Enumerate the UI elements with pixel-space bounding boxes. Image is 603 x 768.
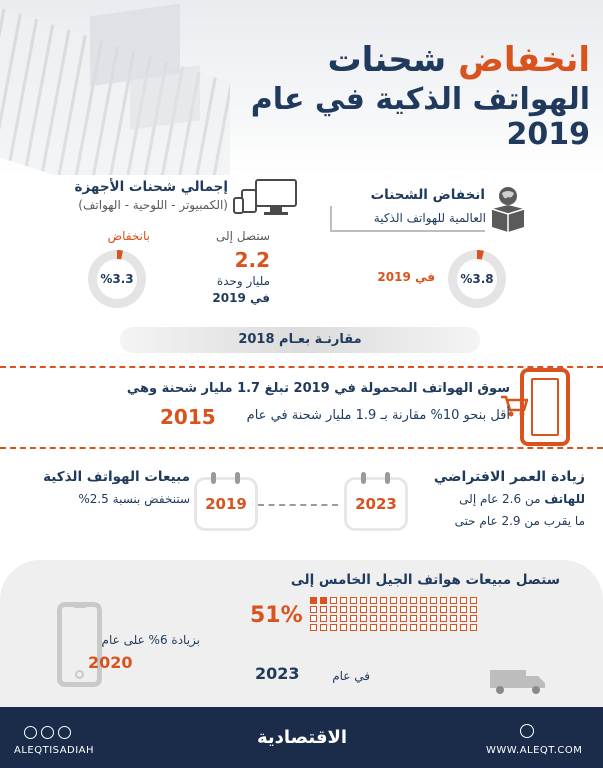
devices-reach-value: 2.2 — [234, 248, 270, 272]
g5-grid-cell — [410, 606, 417, 613]
social-handle[interactable]: ALEQTISADIAH — [14, 745, 95, 756]
smartphones-subtitle: العالمية للهواتف الذكية — [373, 211, 486, 225]
box-image — [130, 65, 200, 130]
g5-grid-cell — [370, 615, 377, 622]
devices-decline-donut — [88, 250, 146, 308]
g5-grid-cell — [420, 615, 427, 622]
instagram-icon[interactable] — [24, 726, 37, 739]
title-highlight: انخفاض — [458, 40, 590, 80]
g5-grid-cell — [310, 606, 317, 613]
g5-grid-cell — [470, 597, 477, 604]
smartphones-year: في 2019 — [377, 270, 435, 284]
g5-grid-cell — [410, 624, 417, 631]
devices-subtitle: (الكمبيوتر - اللوحية - الهواتف) — [78, 198, 228, 212]
footer — [0, 707, 603, 768]
computer-icon — [232, 178, 302, 218]
lifespan-line2 — [400, 491, 585, 508]
g5-grid-cell — [460, 615, 467, 622]
social-icons — [22, 724, 73, 743]
title-rest: شحنات — [327, 40, 447, 80]
devices-reach-unit: مليار وحدة — [216, 274, 270, 288]
devices-reach-year: في 2019 — [212, 291, 270, 305]
sales-calendar-year: 2019 — [205, 495, 247, 513]
g5-grid-cell — [390, 606, 397, 613]
g5-grid-cell — [340, 597, 347, 604]
g5-grid-cell — [450, 606, 457, 613]
phone-cart-icon — [520, 368, 570, 446]
g5-grid-cell — [370, 606, 377, 613]
g5-grid-cell — [350, 606, 357, 613]
g5-grid-cell — [330, 597, 337, 604]
page-subtitle: الهواتف الذكية في عام 2019 — [250, 82, 590, 152]
g5-grid-cell — [460, 606, 467, 613]
smartphones-decline-donut — [448, 250, 506, 308]
g5-grid-cell — [380, 597, 387, 604]
g5-grid-cell — [430, 597, 437, 604]
g5-grid-cell — [350, 597, 357, 604]
g5-grid-cell — [320, 597, 327, 604]
g5-grid-cell — [440, 624, 447, 631]
g5-year-label: في عام — [332, 669, 370, 683]
truck-icon — [488, 668, 548, 696]
g5-grid-cell — [350, 615, 357, 622]
site-logo: الاقتصادية — [256, 727, 348, 748]
g5-grid-cell — [390, 615, 397, 622]
g5-grid-cell — [350, 624, 357, 631]
g5-grid-cell — [360, 615, 367, 622]
g5-grid-cell — [430, 624, 437, 631]
snapchat-icon[interactable] — [41, 726, 54, 739]
g5-grid-cell — [360, 606, 367, 613]
g5-grid-cell — [330, 606, 337, 613]
g5-grid-cell — [440, 597, 447, 604]
devices-reach-label: ستصل إلى — [216, 229, 270, 243]
g5-grid-cell — [370, 597, 377, 604]
market-year: 2015 — [160, 405, 216, 429]
g5-percent: 51% — [250, 603, 303, 628]
g5-grid-cell — [340, 624, 347, 631]
globe-box-icon — [488, 185, 528, 235]
g5-grid-cell — [310, 624, 317, 631]
g5-title: ستصل مبيعات هواتف الجيل الخامس إلى — [290, 572, 560, 588]
g5-grid-cell — [320, 606, 327, 613]
g5-grid-cell — [330, 624, 337, 631]
g5-grid-cell — [470, 606, 477, 613]
comparison-banner: مقارنـة بعـام 2018 — [120, 327, 480, 353]
lifespan-rest: من 2.6 عام إلى — [459, 492, 541, 506]
g5-grid-cell — [420, 606, 427, 613]
g5-grid-cell — [380, 624, 387, 631]
g5-grid-cell — [400, 606, 407, 613]
g5-grid-cell — [330, 615, 337, 622]
divider — [258, 504, 338, 506]
smartphones-decline-value: %3.8 — [457, 259, 497, 299]
g5-grid-cell — [390, 597, 397, 604]
g5-grid-cell — [310, 597, 317, 604]
g5-grid-cell — [410, 597, 417, 604]
sales-subtitle: ستنخفض بنسبة 2.5% — [78, 492, 190, 506]
g5-increase-text: بزيادة 6% على عام — [101, 633, 200, 647]
market-line1: سوق الهواتف المحمولة في 2019 تبلغ 1.7 مليار شحنة وهي — [126, 381, 510, 396]
g5-grid-cell — [320, 624, 327, 631]
g5-grid-cell — [440, 615, 447, 622]
g5-grid-cell — [460, 597, 467, 604]
g5-grid-cell — [380, 615, 387, 622]
g5-share-grid — [310, 597, 477, 631]
calendar-icon — [197, 480, 255, 528]
globe-icon — [520, 724, 534, 738]
g5-grid-cell — [470, 615, 477, 622]
g5-grid-cell — [430, 615, 437, 622]
lifespan-line3: ما يقرب من 2.9 عام حتى — [454, 514, 585, 528]
devices-decline-value: %3.3 — [97, 259, 137, 299]
g5-grid-cell — [390, 624, 397, 631]
g5-grid-cell — [430, 606, 437, 613]
g5-grid-cell — [400, 624, 407, 631]
lifespan-bold: للهاتف — [544, 492, 585, 506]
g5-grid-cell — [450, 615, 457, 622]
g5-grid-cell — [410, 615, 417, 622]
g5-grid-cell — [340, 606, 347, 613]
g5-increase-year: 2020 — [88, 653, 133, 672]
g5-grid-cell — [400, 615, 407, 622]
g5-grid-cell — [420, 597, 427, 604]
g5-grid-cell — [470, 624, 477, 631]
g5-grid-cell — [360, 624, 367, 631]
g5-grid-cell — [450, 597, 457, 604]
g5-grid-cell — [320, 615, 327, 622]
lifespan-calendar-year: 2023 — [355, 495, 397, 513]
g5-grid-cell — [440, 606, 447, 613]
market-line2: أقل بنحو 10% مقارنة بـ 1.9 مليار شحنة في عام — [246, 408, 510, 423]
g5-grid-cell — [370, 624, 377, 631]
twitter-icon[interactable] — [58, 726, 71, 739]
g5-grid-cell — [400, 597, 407, 604]
g5-year: 2023 — [255, 664, 300, 683]
g5-grid-cell — [450, 624, 457, 631]
website-link[interactable]: WWW.ALEQT.COM — [486, 745, 583, 756]
g5-grid-cell — [310, 615, 317, 622]
devices-decline-label: بانخفاض — [107, 229, 150, 243]
lifespan-title: زيادة العمر الافتراضي — [433, 469, 585, 485]
g5-grid-cell — [420, 624, 427, 631]
page-title — [270, 40, 590, 80]
g5-grid-cell — [380, 606, 387, 613]
smartphones-title: انخفاض الشحنات — [370, 187, 485, 203]
g5-grid-cell — [460, 624, 467, 631]
g5-grid-cell — [360, 597, 367, 604]
sales-title: مبيعات الهواتف الذكية — [43, 469, 190, 485]
calendar-icon — [347, 480, 405, 528]
g5-grid-cell — [340, 615, 347, 622]
devices-title: إجمالي شحنات الأجهزة — [74, 179, 228, 195]
